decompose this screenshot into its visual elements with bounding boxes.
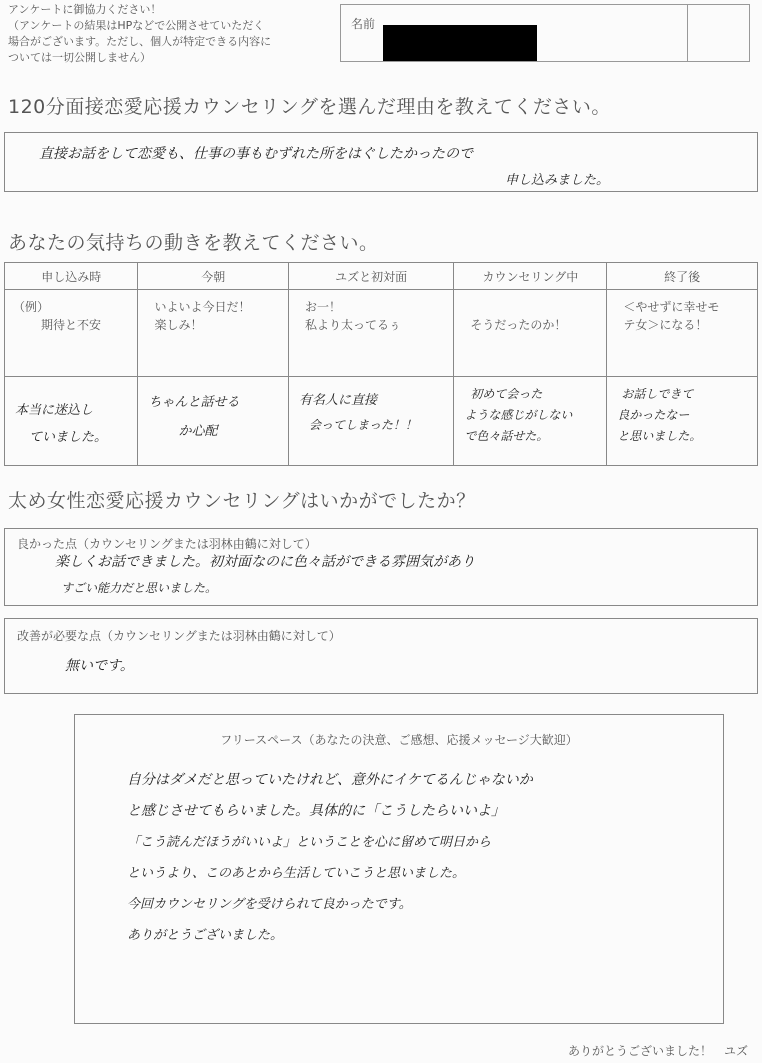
answer-text: ちゃんと話せる bbox=[148, 395, 240, 410]
answer-cell bbox=[138, 377, 289, 466]
example-cell bbox=[5, 290, 138, 377]
example-text: お一！ bbox=[305, 300, 342, 314]
intro-line: 場合がございます。ただし、個人が特定できる内容に bbox=[8, 35, 272, 48]
example-cell bbox=[607, 290, 758, 377]
example-text: いよいよ今日だ！ bbox=[154, 300, 251, 314]
example-cell bbox=[289, 290, 454, 377]
good-points-box bbox=[4, 528, 758, 606]
q2-title: あなたの気持ちの動きを教えてください。 bbox=[8, 232, 379, 254]
feelings-header-row bbox=[5, 263, 758, 290]
answer-cell bbox=[607, 377, 758, 466]
answer-text: 本当に迷込し bbox=[15, 403, 94, 418]
free-space-line: と感じさせてもらいました。具体的に「こうしたらいいよ」 bbox=[127, 803, 505, 819]
q1-answer-line: 申し込みました。 bbox=[505, 173, 610, 188]
answer-cell bbox=[5, 377, 138, 466]
answer-text: か心配 bbox=[178, 424, 218, 439]
q1-answer-line: 直接お話をして恋愛も、仕事の事もむずれた所をはぐしたかったので bbox=[39, 146, 473, 162]
survey-intro bbox=[8, 2, 338, 66]
example-text: 私より太ってるぅ bbox=[305, 318, 402, 332]
column-header: 今朝 bbox=[138, 263, 289, 290]
free-space-box bbox=[74, 714, 724, 1024]
answer-cell bbox=[454, 377, 607, 466]
free-space-text bbox=[127, 765, 533, 951]
q1-title: 120分面接恋愛応援カウンセリングを選んだ理由を教えてください。 bbox=[8, 96, 611, 118]
free-space-line: 自分はダメだと思っていたけれど、意外にイケてるんじゃないか bbox=[127, 772, 533, 788]
example-text: そうだったのか！ bbox=[470, 318, 567, 332]
answer-text: ような感じがしない bbox=[464, 408, 573, 422]
good-points-answer: すごい能力だと思いました。 bbox=[61, 581, 218, 595]
answer-text: ていました。 bbox=[29, 430, 108, 445]
example-label: （例） bbox=[13, 300, 50, 314]
answer-text: 有名人に直接 bbox=[299, 393, 378, 408]
redacted-name bbox=[383, 25, 537, 61]
example-cell bbox=[138, 290, 289, 377]
answer-text: 会ってしまった！！ bbox=[309, 418, 418, 432]
answer-cell bbox=[289, 377, 454, 466]
name-label: 名前 bbox=[351, 17, 376, 31]
free-space-line: 「こう読んだほうがいいよ」ということを心に留めて明日から bbox=[127, 835, 492, 850]
example-cell bbox=[454, 290, 607, 377]
free-space-title: フリースペース（あなたの決意、ご感想、応援メッセージ大歓迎） bbox=[220, 733, 578, 747]
answer-text: 初めて会った bbox=[470, 387, 543, 401]
intro-line: アンケートに御協力ください！ bbox=[8, 3, 162, 16]
answer-text: お話しできて bbox=[621, 387, 694, 401]
q1-answer-box bbox=[4, 132, 758, 192]
example-text: 楽しみ！ bbox=[154, 318, 203, 332]
column-header: 申し込み時 bbox=[5, 263, 138, 290]
answer-row bbox=[5, 377, 758, 466]
intro-line: ついては一切公開しません） bbox=[8, 51, 151, 64]
example-row bbox=[5, 290, 758, 377]
example-text: 期待と不安 bbox=[41, 318, 102, 332]
column-header: ユズと初対面 bbox=[289, 263, 454, 290]
column-header: カウンセリング中 bbox=[454, 263, 607, 290]
name-box bbox=[340, 4, 750, 62]
column-header: 終了後 bbox=[607, 263, 758, 290]
answer-text: で色々話せた。 bbox=[464, 429, 549, 443]
free-space-line: 今回カウンセリングを受けられて良かったです。 bbox=[127, 897, 412, 912]
good-points-answer: 楽しくお話できました。初対面なのに色々話ができる雰囲気があり bbox=[55, 554, 475, 570]
footer-thanks: ありがとうございました！ ユズ bbox=[567, 1044, 748, 1058]
intro-line: （アンケートの結果はHPなどで公開させていただく bbox=[8, 19, 265, 32]
good-points-label: 良かった点（カウンセリングまたは羽林由鶴に対して） bbox=[17, 537, 317, 551]
free-space-line: というより、このあとから生活していこうと思いました。 bbox=[127, 866, 466, 881]
q3-title: 太め女性恋愛応援カウンセリングはいかがでしたか？ bbox=[8, 490, 476, 512]
free-space-line: ありがとうございました。 bbox=[127, 928, 284, 943]
improvement-box bbox=[4, 618, 758, 694]
example-text: ＜やせずに幸せモ bbox=[623, 300, 720, 314]
answer-text: と思いました。 bbox=[617, 429, 702, 443]
improvement-answer: 無いです。 bbox=[65, 658, 134, 674]
example-text: テ女＞になる！ bbox=[623, 318, 708, 332]
feelings-table bbox=[4, 262, 758, 466]
improvement-label: 改善が必要な点（カウンセリングまたは羽林由鶴に対して） bbox=[17, 629, 341, 643]
answer-text: 良かったなー bbox=[617, 408, 690, 422]
name-box-divider bbox=[687, 5, 688, 61]
